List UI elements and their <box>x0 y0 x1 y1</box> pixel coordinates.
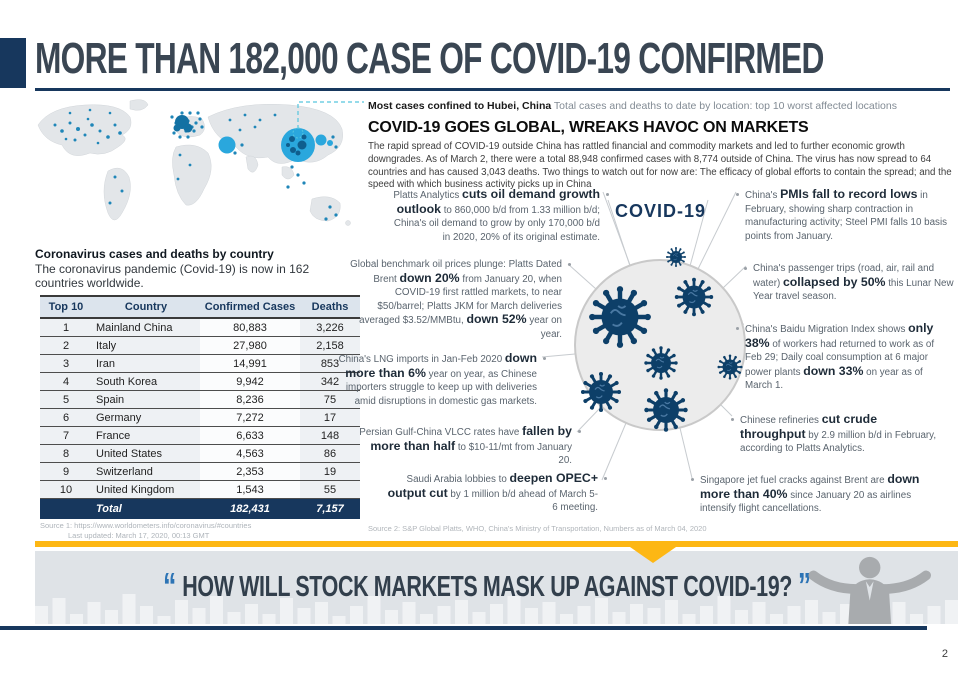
callout-oil-demand <box>385 188 600 244</box>
kicker-bold: Most cases confined to Hubei, China <box>368 100 552 112</box>
deaths-cell: 148 <box>300 427 360 445</box>
callout-highlight: down 33% <box>803 363 864 378</box>
callout-highlight: cut crude throughput <box>740 412 878 441</box>
title-underline <box>35 88 950 91</box>
country-cell: South Korea <box>92 373 200 391</box>
callout-text: Saudi Arabia lobbies to <box>406 474 510 485</box>
callout-text: China's LNG imports in Jan-Feb 2020 <box>338 354 505 365</box>
cases-cell: 2,353 <box>200 463 300 481</box>
deaths-cell: 75 <box>300 391 360 409</box>
callout-text: Chinese refineries <box>740 415 822 426</box>
kicker-line <box>368 100 958 112</box>
callout-oil-prices <box>347 258 562 341</box>
rank-cell: 5 <box>40 391 92 409</box>
rank-cell: 9 <box>40 463 92 481</box>
cases-cell: 1,543 <box>200 481 300 499</box>
rank-cell: 7 <box>40 427 92 445</box>
rank-cell: 3 <box>40 355 92 373</box>
rank-cell: 6 <box>40 409 92 427</box>
deaths-cell: 86 <box>300 445 360 463</box>
quote-banner <box>35 551 958 624</box>
map-subcaption: The coronavirus pandemic (Covid-19) is now in 162 countries worldwide. <box>35 262 310 290</box>
deaths-cell: 55 <box>300 481 360 499</box>
country-cell: Mainland China <box>92 318 200 337</box>
callout-text: of workers had returned to work as of Feb 29; Daily coal consumption at 6 major power plants <box>745 338 935 378</box>
callout-text: Singapore jet fuel cracks against Brent are <box>700 475 888 486</box>
callout-vlcc-rates <box>357 425 572 468</box>
callout-baidu-index <box>745 322 950 393</box>
callout-refineries <box>740 413 945 456</box>
callout-text: China's Baidu Migration Index shows <box>745 324 909 335</box>
callout-text: China's <box>745 190 781 201</box>
callout-text: by 2.9 million b/d in February, according to Platts Analytics. <box>740 429 937 454</box>
callout-highlight: down 52% <box>466 312 527 326</box>
table-row <box>40 318 360 337</box>
bottom-rule <box>0 626 927 630</box>
callout-pmi <box>745 188 950 243</box>
cases-cell: 4,563 <box>200 445 300 463</box>
callout-text: Global benchmark oil prices plunge: Platts Dated Brent <box>350 259 562 285</box>
covid-center-label: COVID-19 <box>614 201 707 221</box>
cases-cell: 7,272 <box>200 409 300 427</box>
callout-text: year on year. <box>526 315 562 340</box>
callout-jet-fuel <box>700 473 940 516</box>
callout-lng-imports <box>322 352 537 408</box>
country-cell: Germany <box>92 409 200 427</box>
callout-text: Persian Gulf-China VLCC rates have <box>359 427 523 438</box>
total-empty-cell <box>40 499 92 520</box>
country-cell: Iran <box>92 355 200 373</box>
callout-text: this Lunar New Year travel season. <box>753 277 954 302</box>
close-quote-icon: ” <box>797 565 812 606</box>
country-cell: France <box>92 427 200 445</box>
col-header-deaths: Deaths <box>300 296 360 318</box>
callout-highlight: down more than 6% <box>345 351 537 380</box>
country-cell: United Kingdom <box>92 481 200 499</box>
callout-passenger <box>753 262 958 304</box>
page-title: MORE THAN 182,000 CASE OF COVID-19 CONFIRMED <box>35 34 824 83</box>
callout-highlight: only 38% <box>745 321 934 350</box>
table-source <box>40 521 251 541</box>
callout-text: by 1 million b/d ahead of March 5-6 meeting. <box>447 488 598 513</box>
table-body <box>40 318 360 499</box>
infographic-intro: The rapid spread of COVID-19 outside China has rattled financial and commodity markets and led to further economic growth downgrades. As of March 2, there were a total 88,948 confirmed cases with 8,774 outside of China. The virus has now spread to 64 countries and has caused 3,043 deaths. Two things to watch out for now are: The efficacy of global efforts to contain the spread; and the speed with which business activity picks up in China <box>368 141 952 191</box>
callout-opec-cut <box>383 472 598 515</box>
table-row <box>40 463 360 481</box>
table-total-row <box>40 499 360 520</box>
world-map-graphic <box>30 95 365 245</box>
quote-text: HOW WILL STOCK MARKETS MASK UP AGAINST COVID-19? <box>182 571 793 603</box>
total-cases-cell: 182,431 <box>200 499 300 520</box>
rank-cell: 4 <box>40 373 92 391</box>
title-accent-block <box>0 38 26 88</box>
callout-highlight: PMIs fall to record lows <box>780 187 918 201</box>
callout-highlight: cuts oil demand growth outlook <box>396 187 600 216</box>
deaths-cell: 19 <box>300 463 360 481</box>
country-cell: Switzerland <box>92 463 200 481</box>
total-deaths-cell: 7,157 <box>300 499 360 520</box>
source1-line1: Source 1: https://www.worldometers.info/coronavirus/#countries <box>40 521 252 530</box>
infographic-source: Source 2: S&P Global Platts, WHO, China's Ministry of Transportation, Numbers as of March 04, 2020 <box>368 524 707 533</box>
world-map <box>30 95 365 245</box>
rank-cell: 2 <box>40 337 92 355</box>
kicker-rest: Total cases and deaths to date by location: top 10 worst affected locations <box>551 100 897 112</box>
covid-infographic <box>338 185 958 535</box>
callout-text: China's passenger trips (road, air, rail and water) <box>753 263 935 289</box>
deaths-cell: 17 <box>300 409 360 427</box>
callout-text: Platts Analytics <box>393 190 462 201</box>
callout-highlight: down 20% <box>399 270 460 285</box>
cases-cell: 14,991 <box>200 355 300 373</box>
table-row <box>40 427 360 445</box>
table-row <box>40 391 360 409</box>
table-row <box>40 409 360 427</box>
callout-text: in February, showing sharp contraction in manufacturing activity; Steel PMI falls 10 basis points from January. <box>745 190 948 242</box>
callout-highlight: fallen by more than half <box>370 424 572 453</box>
source1-line2: Last updated: March 17, 2020, 00:13 GMT <box>68 531 210 540</box>
table-header-row <box>40 296 360 318</box>
callout-text: to 860,000 b/d from 1.33 million b/d; China's oil demand to grow by only 170,000 b/d in 2020, 20% of its original estimate. <box>393 204 600 243</box>
table-row <box>40 373 360 391</box>
infographic-heading: COVID-19 GOES GLOBAL, WREAKS HAVOC ON MARKETS <box>368 119 809 136</box>
deaths-cell: 853 <box>300 355 360 373</box>
businessman-silhouette <box>770 554 950 624</box>
country-cell: United States <box>92 445 200 463</box>
callout-text: from January 20, when COVID-19 first rattled markets, to near $50/barrel; Platts JKM for March deliveries averaged $3.52/MMBtu, <box>359 273 562 326</box>
table-row <box>40 445 360 463</box>
callout-highlight: deepen OPEC+ output cut <box>387 471 598 500</box>
cases-table <box>40 295 360 519</box>
cases-cell: 6,633 <box>200 427 300 445</box>
callout-text: since January 20 as airlines intensify flight cancellations. <box>700 489 912 514</box>
cases-cell: 80,883 <box>200 318 300 337</box>
col-header-rank: Top 10 <box>40 296 92 318</box>
deaths-cell: 3,226 <box>300 318 360 337</box>
rank-cell: 8 <box>40 445 92 463</box>
callout-highlight: collapsed by 50% <box>782 274 886 289</box>
deaths-cell: 342 <box>300 373 360 391</box>
open-quote-icon: “ <box>163 565 177 606</box>
country-cell: Italy <box>92 337 200 355</box>
table-row <box>40 355 360 373</box>
table-row <box>40 337 360 355</box>
page-number: 2 <box>941 648 948 660</box>
cases-cell: 8,236 <box>200 391 300 409</box>
gold-arrow-icon <box>630 547 676 563</box>
rank-cell: 10 <box>40 481 92 499</box>
callout-text: year on year, as Chinese importers struggle to keep up with deliveries amid disruptions in domestic gas markets. <box>345 368 537 407</box>
cases-cell: 9,942 <box>200 373 300 391</box>
callout-text: on year as of March 1. <box>745 366 923 391</box>
total-label-cell: Total <box>92 499 200 520</box>
col-header-cases: Confirmed Cases <box>200 296 300 318</box>
cases-cell: 27,980 <box>200 337 300 355</box>
country-cell: Spain <box>92 391 200 409</box>
table-row <box>40 481 360 499</box>
col-header-country: Country <box>92 296 200 318</box>
callout-highlight: down more than 40% <box>700 472 920 501</box>
callout-text: to $10-11/mt from January 20. <box>455 441 572 466</box>
rank-cell: 1 <box>40 318 92 337</box>
map-caption: Coronavirus cases and deaths by country <box>35 247 274 261</box>
quote-line <box>163 565 811 607</box>
gold-divider-bar <box>35 541 958 547</box>
deaths-cell: 2,158 <box>300 337 360 355</box>
